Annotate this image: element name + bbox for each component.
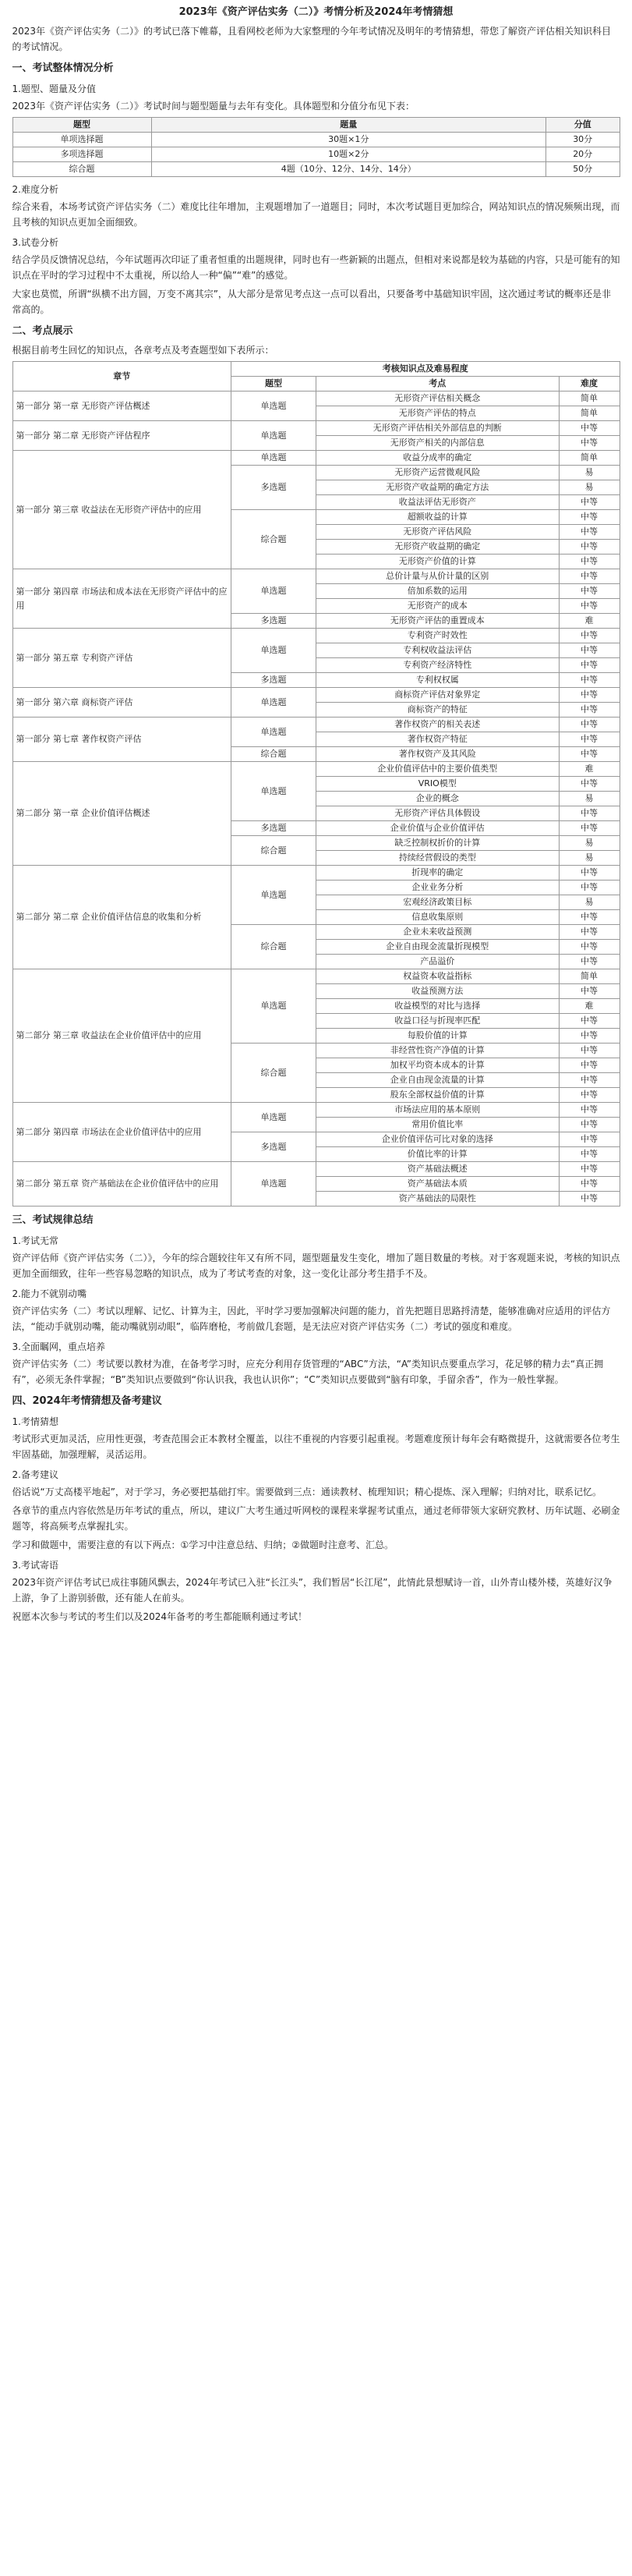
- difficulty-cell: 中等: [559, 866, 620, 881]
- exam-point-cell: 商标资产评估对象界定: [316, 688, 559, 703]
- exam-point-cell: 收益口径与折现率匹配: [316, 1014, 559, 1029]
- difficulty-cell: 中等: [559, 718, 620, 732]
- section-1-sub3-text1: 结合学员反馈情况总结，今年试题再次印证了重者恒重的出题规律，同时也有一些新颖的出题点，但相对来说都是较为基础的内容，只是可能有的知识点在平时的学习过程中不太重视，所以给人一种“偏”“难”的感觉。: [12, 254, 620, 281]
- section-3-p3-text: 资产评估实务（二）考试要以教材为准，在备考学习时，应充分利用存货管理的“ABC”方法，“A”类知识点要重点学习，花足够的精力去“真正拥有”，必须无条件掌握；“B”类知识点要做到“你认识我，我也认识你”；“C”类知识点要做到“脑有印象，手留余香”，作为一般性掌握。: [12, 1359, 604, 1385]
- exam-point-cell: 非经营性资产净值的计算: [316, 1044, 559, 1058]
- difficulty-cell: 中等: [559, 495, 620, 510]
- table-row: [12, 1162, 620, 1177]
- exam-point-cell: 总价计量与从价计量的区别: [316, 569, 559, 584]
- exam-point-cell: 无形资产相关的内部信息: [316, 436, 559, 451]
- difficulty-cell: 中等: [559, 1058, 620, 1073]
- table-row: [12, 688, 620, 703]
- table-row: [12, 569, 620, 584]
- section-3-p3-title: 3.全面瞩网，重点培养: [12, 1341, 105, 1352]
- table-row: [12, 1103, 620, 1118]
- section-4-p1-title: 1.考情猜想: [12, 1416, 58, 1427]
- exam-point-cell: 企业价值与企业价值评估: [316, 821, 559, 836]
- table-row: [12, 629, 620, 643]
- difficulty-cell: 中等: [559, 525, 620, 540]
- exam-point-cell: 专利资产经济特性: [316, 658, 559, 673]
- difficulty-cell: 中等: [559, 569, 620, 584]
- difficulty-cell: 中等: [559, 940, 620, 955]
- difficulty-cell: 易: [559, 836, 620, 851]
- exam-point-cell: 收益预测方法: [316, 984, 559, 999]
- difficulty-cell: 中等: [559, 510, 620, 525]
- question-type-cell: 综合题: [231, 925, 316, 969]
- table-row: [12, 421, 620, 436]
- difficulty-cell: 中等: [559, 747, 620, 762]
- question-type-cell: 单选题: [231, 688, 316, 718]
- table-row: [12, 392, 620, 406]
- exam-point-cell: 无形资产评估风险: [316, 525, 559, 540]
- exam-point-cell: 常用价值比率: [316, 1118, 559, 1132]
- difficulty-cell: 中等: [559, 421, 620, 436]
- table-cell: 单项选择题: [12, 133, 151, 147]
- question-type-cell: 单选题: [231, 629, 316, 673]
- exam-point-cell: 收益模型的对比与选择: [316, 999, 559, 1014]
- difficulty-cell: 中等: [559, 1162, 620, 1177]
- chapter-cell: 第一部分 第六章 商标资产评估: [12, 688, 231, 718]
- table-header-difficulty: 难度: [559, 377, 620, 392]
- difficulty-cell: 中等: [559, 599, 620, 614]
- section-3-p2-title: 2.能力不就别动嘴: [12, 1288, 87, 1299]
- difficulty-cell: 中等: [559, 643, 620, 658]
- question-type-cell: 单选题: [231, 1162, 316, 1207]
- table-cell: 20分: [545, 147, 620, 162]
- exam-point-cell: 收益分成率的确定: [316, 451, 559, 466]
- table-cell: 10题×2分: [151, 147, 545, 162]
- section-3-heading: 三、考试规律总结: [12, 1214, 94, 1226]
- question-type-cell: 多选题: [231, 673, 316, 688]
- difficulty-cell: 中等: [559, 1147, 620, 1162]
- difficulty-cell: 中等: [559, 436, 620, 451]
- exam-point-cell: 无形资产评估相关概念: [316, 392, 559, 406]
- difficulty-cell: 中等: [559, 910, 620, 925]
- difficulty-cell: 易: [559, 895, 620, 910]
- chapter-cell: 第二部分 第三章 收益法在企业价值评估中的应用: [12, 969, 231, 1103]
- section-3-p1-title: 1.考试无常: [12, 1235, 58, 1246]
- table-row: [12, 451, 620, 466]
- chapter-cell: 第一部分 第五章 专利资产评估: [12, 629, 231, 688]
- difficulty-cell: 中等: [559, 703, 620, 718]
- exam-point-cell: 专利权收益法评估: [316, 643, 559, 658]
- exam-point-cell: 权益资本收益指标: [316, 969, 559, 984]
- difficulty-cell: 易: [559, 851, 620, 866]
- exam-point-cell: 企业未来收益预测: [316, 925, 559, 940]
- exam-point-cell: 资产基础法的局限性: [316, 1192, 559, 1207]
- table-cell: 4题（10分、12分、14分、14分）: [151, 162, 545, 177]
- section-3-p2-text: 资产评估实务（二）考试以理解、记忆、计算为主，因此，平时学习要加强解决问题的能力，首先把题目思路捋清楚，能够准确对应适用的评估方法，“能动手就别动嘴，能动嘴就别动眼”，临阵磨枪，考前做几套题，是无法应对资产评估实务（二）考试的强度和难度。: [12, 1306, 611, 1332]
- question-type-cell: 单选题: [231, 421, 316, 451]
- section-4-p3-text2: 祝愿本次参与考试的考生们以及2024年备考的考生都能顺利通过考试！: [12, 1611, 308, 1622]
- difficulty-cell: 中等: [559, 540, 620, 555]
- section-1-sub1-text: 2023年《资产评估实务（二）》考试时间与题型题量与去年有变化。具体题型和分值分布见下表：: [12, 101, 415, 112]
- difficulty-cell: 中等: [559, 1103, 620, 1118]
- exam-point-cell: 折现率的确定: [316, 866, 559, 881]
- question-type-cell: 综合题: [231, 836, 316, 866]
- difficulty-cell: 中等: [559, 1014, 620, 1029]
- chapter-cell: 第二部分 第五章 资产基础法在企业价值评估中的应用: [12, 1162, 231, 1207]
- exam-point-cell: 企业的概念: [316, 792, 559, 806]
- difficulty-cell: 简单: [559, 406, 620, 421]
- question-type-cell: 单选题: [231, 1103, 316, 1132]
- difficulty-cell: 难: [559, 614, 620, 629]
- exam-point-cell: 超额收益的计算: [316, 510, 559, 525]
- table-row: [12, 147, 620, 162]
- table-row: [12, 162, 620, 177]
- table-cell: 综合题: [12, 162, 151, 177]
- exam-point-cell: 无形资产运营微观风险: [316, 466, 559, 480]
- exam-point-cell: 无形资产评估的重置成本: [316, 614, 559, 629]
- section-4-p2-text3: 学习和做题中，需要注意的有以下两点：①学习中注意总结、归纳；②做题时注意考、汇总。: [12, 1540, 394, 1550]
- exam-point-cell: 每股价值的计算: [316, 1029, 559, 1044]
- exam-point-cell: 企业价值评估中的主要价值类型: [316, 762, 559, 777]
- exam-point-cell: 市场法应用的基本原则: [316, 1103, 559, 1118]
- chapter-cell: 第二部分 第一章 企业价值评估概述: [12, 762, 231, 866]
- table-row: [12, 718, 620, 732]
- difficulty-cell: 中等: [559, 984, 620, 999]
- difficulty-cell: 中等: [559, 555, 620, 569]
- exam-point-cell: 加权平均资本成本的计算: [316, 1058, 559, 1073]
- section-1-heading: 一、考试整体情况分析: [12, 62, 114, 74]
- table-row: [12, 762, 620, 777]
- exam-point-cell: 资产基础法概述: [316, 1162, 559, 1177]
- exam-point-cell: 企业自由现金流量的计算: [316, 1073, 559, 1088]
- chapter-cell: 第一部分 第一章 无形资产评估概述: [12, 392, 231, 421]
- table-header-group: 考核知识点及难易程度: [231, 362, 620, 377]
- difficulty-cell: 难: [559, 762, 620, 777]
- exam-point-cell: 股东全部权益价值的计算: [316, 1088, 559, 1103]
- section-4-p2-text1: 俗话说“万丈高楼平地起”，对于学习，务必要把基础打牢。需要做到三点：通读教材、梳理知识；精心提炼、深入理解；归纳对比，联系记忆。: [12, 1486, 602, 1497]
- table-cell: 30题×1分: [151, 133, 545, 147]
- difficulty-cell: 中等: [559, 1088, 620, 1103]
- difficulty-cell: 简单: [559, 969, 620, 984]
- exam-point-cell: 商标资产的特征: [316, 703, 559, 718]
- question-type-cell: 综合题: [231, 747, 316, 762]
- difficulty-cell: 易: [559, 792, 620, 806]
- section-1-sub3-text2: 大家也莫慌，所谓“纵横不出方圆，万变不离其宗”，从大部分是常见考点这一点可以看出，只要备考中基础知识牢固，这次通过考试的概率还是非常高的。: [12, 289, 611, 315]
- question-type-cell: 单选题: [231, 969, 316, 1044]
- section-2-heading: 二、考点展示: [12, 325, 73, 337]
- section-1-sub2: 2.难度分析: [12, 184, 58, 195]
- exam-point-cell: 倍加系数的运用: [316, 584, 559, 599]
- question-type-cell: 单选题: [231, 718, 316, 747]
- question-type-cell: 多选题: [231, 614, 316, 629]
- section-4-p3-text: 2023年资产评估考试已成往事随风飘去，2024年考试已入驻“长江头”，我们暂居“长江尾”，此情此景想赋诗一首，山外青山楼外楼，英雄好汉争上游，争了上游别骄傲，还有能人在前头。: [12, 1577, 613, 1603]
- table-cell: 50分: [545, 162, 620, 177]
- difficulty-cell: 中等: [559, 881, 620, 895]
- table-header-point: 考点: [316, 377, 559, 392]
- difficulty-cell: 中等: [559, 1118, 620, 1132]
- exam-point-cell: 无形资产评估相关外部信息的判断: [316, 421, 559, 436]
- question-type-cell: 多选题: [231, 1132, 316, 1162]
- section-1-sub3: 3.试卷分析: [12, 237, 58, 248]
- difficulty-cell: 易: [559, 466, 620, 480]
- table-header: 题量: [151, 118, 545, 133]
- difficulty-cell: 中等: [559, 1177, 620, 1192]
- table-row: [12, 866, 620, 881]
- section-4-heading: 四、2024年考情猜想及备考建议: [12, 1395, 162, 1407]
- chapter-cell: 第二部分 第二章 企业价值评估信息的收集和分析: [12, 866, 231, 969]
- exam-point-cell: 信息收集原则: [316, 910, 559, 925]
- exam-point-cell: 企业自由现金流量折现模型: [316, 940, 559, 955]
- section-1-sub1: 1.题型、题量及分值: [12, 83, 96, 94]
- chapter-cell: 第二部分 第四章 市场法在企业价值评估中的应用: [12, 1103, 231, 1162]
- question-type-cell: 多选题: [231, 466, 316, 510]
- exam-point-cell: 无形资产收益期的确定方法: [316, 480, 559, 495]
- chapter-cell: 第一部分 第三章 收益法在无形资产评估中的应用: [12, 451, 231, 569]
- difficulty-cell: 中等: [559, 1132, 620, 1147]
- question-type-table: [12, 117, 620, 177]
- exam-point-cell: 企业业务分析: [316, 881, 559, 895]
- section-3-p1-text: 资产评估师《资产评估实务（二）》，今年的综合题较往年又有所不同，题型题量发生变化，增加了题目数量的考核。对于客观题来说，考核的知识点更加全面细致，往年一些容易忽略的知识点，成为了考试考查的对象，这一变化让部分考生措手不及。: [12, 1253, 620, 1279]
- chapter-cell: 第一部分 第二章 无形资产评估程序: [12, 421, 231, 451]
- section-4-p2-text2: 各章节的重点内容依然是历年考试的重点，所以，建议广大考生通过听网校的课程来掌握考试重点，通过老师带领大家研究教材、历年试题、必刷金题等，将高频考点掌握扎实。: [12, 1505, 620, 1532]
- question-type-cell: 单选题: [231, 866, 316, 925]
- difficulty-cell: 中等: [559, 1073, 620, 1088]
- difficulty-cell: 难: [559, 999, 620, 1014]
- exam-point-cell: 专利权权属: [316, 673, 559, 688]
- exam-point-cell: 著作权资产特征: [316, 732, 559, 747]
- exam-point-cell: 收益法评估无形资产: [316, 495, 559, 510]
- section-4-p2-title: 2.备考建议: [12, 1469, 58, 1480]
- table-header-type: 题型: [231, 377, 316, 392]
- exam-point-cell: 专利资产时效性: [316, 629, 559, 643]
- question-type-cell: 单选题: [231, 451, 316, 466]
- difficulty-cell: 中等: [559, 777, 620, 792]
- table-row: [12, 969, 620, 984]
- exam-point-cell: 宏观经济政策目标: [316, 895, 559, 910]
- section-4-p1-text: 考试形式更加灵活，应用性更强，考查范围会正本教材全覆盖，以往不重视的内容要引起重视。考题难度预计每年会有略微提升，这就需要各位考生牢固基础，加强理解，灵活运用。: [12, 1433, 620, 1460]
- difficulty-cell: 简单: [559, 392, 620, 406]
- exam-point-cell: 企业价值评估可比对象的选择: [316, 1132, 559, 1147]
- difficulty-cell: 中等: [559, 658, 620, 673]
- difficulty-cell: 中等: [559, 673, 620, 688]
- exam-point-cell: 无形资产的成本: [316, 599, 559, 614]
- difficulty-cell: 中等: [559, 806, 620, 821]
- exam-point-cell: VRIO模型: [316, 777, 559, 792]
- question-type-cell: 综合题: [231, 1044, 316, 1103]
- section-1-sub2-text: 综合来看，本场考试资产评估实务（二）难度比往年增加，主观题增加了一道题目；同时，本次考试题目更加综合，网站知识点的情况频频出现，而且考核的知识点更加全面细致。: [12, 201, 620, 228]
- table-row: [12, 133, 620, 147]
- exam-point-cell: 无形资产价值的计算: [316, 555, 559, 569]
- difficulty-cell: 中等: [559, 688, 620, 703]
- intro-paragraph: 2023年《资产评估实务（二）》的考试已落下帷幕，且看网校老师为大家整理的今年考试情况及明年的考情猜想，带您了解资产评估相关知识科目的考试情况。: [12, 26, 612, 52]
- difficulty-cell: 中等: [559, 1192, 620, 1207]
- difficulty-cell: 中等: [559, 821, 620, 836]
- section-4-p3-title: 3.考试寄语: [12, 1560, 58, 1571]
- exam-points-table: [12, 361, 620, 1207]
- difficulty-cell: 中等: [559, 925, 620, 940]
- exam-point-cell: 无形资产评估的特点: [316, 406, 559, 421]
- difficulty-cell: 易: [559, 480, 620, 495]
- table-header: 题型: [12, 118, 151, 133]
- exam-point-cell: 无形资产收益期的确定: [316, 540, 559, 555]
- article-title: 2023年《资产评估实务（二）》考情分析及2024年考情猜想: [178, 6, 454, 18]
- difficulty-cell: 中等: [559, 629, 620, 643]
- question-type-cell: 多选题: [231, 821, 316, 836]
- article: [12, 0, 620, 1625]
- exam-point-cell: 著作权资产及其风险: [316, 747, 559, 762]
- difficulty-cell: 中等: [559, 955, 620, 969]
- difficulty-cell: 中等: [559, 1044, 620, 1058]
- exam-point-cell: 缺乏控制权折价的计算: [316, 836, 559, 851]
- table-header-chapter: 章节: [12, 362, 231, 392]
- exam-point-cell: 价值比率的计算: [316, 1147, 559, 1162]
- exam-point-cell: 资产基础法本质: [316, 1177, 559, 1192]
- exam-point-cell: 产品溢价: [316, 955, 559, 969]
- difficulty-cell: 中等: [559, 732, 620, 747]
- difficulty-cell: 中等: [559, 1029, 620, 1044]
- difficulty-cell: 中等: [559, 584, 620, 599]
- chapter-cell: 第一部分 第四章 市场法和成本法在无形资产评估中的应用: [12, 569, 231, 629]
- table-cell: 多项选择题: [12, 147, 151, 162]
- question-type-cell: 综合题: [231, 510, 316, 569]
- table-cell: 30分: [545, 133, 620, 147]
- section-2-text: 根据目前考生回忆的知识点，各章考点及考查题型如下表所示：: [12, 345, 274, 356]
- chapter-cell: 第一部分 第七章 著作权资产评估: [12, 718, 231, 762]
- exam-point-cell: 无形资产评估具体假设: [316, 806, 559, 821]
- question-type-cell: 单选题: [231, 392, 316, 421]
- difficulty-cell: 简单: [559, 451, 620, 466]
- exam-point-cell: 持续经营假设的类型: [316, 851, 559, 866]
- table-header: 分值: [545, 118, 620, 133]
- question-type-cell: 单选题: [231, 569, 316, 614]
- exam-point-cell: 著作权资产的相关表述: [316, 718, 559, 732]
- question-type-cell: 单选题: [231, 762, 316, 821]
